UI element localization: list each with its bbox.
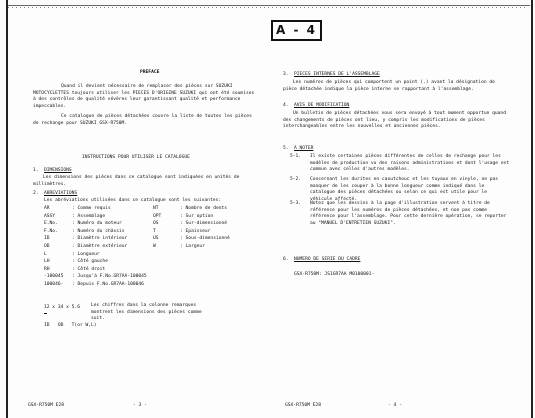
abbreviation-key: US bbox=[153, 236, 159, 242]
abbreviation-key: NT bbox=[153, 206, 159, 211]
abbreviation-key: OD bbox=[44, 244, 50, 249]
abbreviation-key: OPT bbox=[153, 213, 162, 219]
abbreviation-value: : Depuis F.No.GR7AA-100046 bbox=[72, 282, 144, 287]
frame-serial-number: GSX-R750M: JS1GR7AA M0100001- bbox=[294, 272, 375, 277]
abbreviation-key: 100046- bbox=[44, 282, 64, 287]
abbreviation-key: E.No. bbox=[44, 221, 58, 227]
right-footer-page: - 4 - bbox=[388, 403, 402, 408]
top-edge-line bbox=[6, 5, 530, 6]
left-edge-line bbox=[6, 0, 8, 418]
section-3-text: Les numéros de pièces qui comportent un point (.) avant la désignation de pièce détachée indique la pièce interne se rapportant à l'assemblage. bbox=[283, 80, 495, 92]
section-1-title: DIMENSIONS bbox=[44, 168, 72, 173]
abbreviation-key: RH bbox=[44, 266, 50, 272]
section-6-title: NUMERO DE SERIE DU CADRE bbox=[294, 257, 361, 262]
abbreviation-key: OS bbox=[153, 221, 159, 227]
abbreviation-value: : Diamètre extérieur bbox=[72, 244, 128, 249]
section-2-intro: Les abréviations utilisées dans ce catalogue sont les suivantes: bbox=[44, 198, 222, 203]
abbreviation-key: L bbox=[44, 251, 47, 257]
abbreviation-key: AR bbox=[44, 206, 50, 211]
section-4-text: Un bulletin de pièces détachées vous sera envoyé à tout moment opportun quand des changements de pièces ont lieu, y compris les modifications de pièces interchangeables entre les nouvelles et anciennes pièces. bbox=[283, 111, 506, 130]
section-5-title: A NOTER bbox=[294, 146, 314, 151]
perforation-line bbox=[8, 7, 528, 8]
abbreviation-value: : Sur option bbox=[180, 213, 214, 219]
section-3-title: PIECES INTERNES DE L'ASSEMBLAGE bbox=[294, 72, 380, 77]
dimension-note: Les chiffres dans la colonne remarques montrent les dimensions des pièces comme suit. bbox=[91, 303, 202, 322]
dimension-example: 12 x 34 x 5.6 bbox=[44, 305, 80, 310]
note-text: Concernant les durites en caoutchouc et les tuyaux en vinyle, ne pas manquer de les couper à la bonne longueur comme indiqué dans le catalogue des pièces détachées ou selon ce qui est utile pour le véhicule affecté. bbox=[310, 177, 499, 202]
right-edge-line bbox=[531, 0, 533, 418]
abbreviation-value: : Nombre de dents bbox=[180, 206, 228, 211]
note-text: Il existe certaines pièces différentes de celles de rechange pour les modèles de production vu des raisons administratives et dont l'usage est commun avec celles d'autres modèles. bbox=[310, 154, 510, 173]
abbreviation-value: : Comme requis bbox=[72, 206, 111, 211]
preface-paragraph-2: Ce catalogue de pièces détachées couvre la liste de toutes les pièces de rechange pour SUZUKI GSX-R750M. bbox=[33, 114, 252, 126]
dim-bracket bbox=[44, 313, 47, 314]
abbreviation-value: : Longueur bbox=[72, 251, 100, 257]
preface-title: PREFACE bbox=[140, 70, 160, 75]
abbreviation-value: : Assemblage bbox=[72, 213, 106, 219]
abbreviation-key: F.No. bbox=[44, 228, 58, 234]
abbreviation-key: ID bbox=[44, 236, 50, 242]
note-number: 5-2. bbox=[290, 177, 302, 182]
page-tag: A - 4 bbox=[271, 20, 322, 41]
abbreviation-value: : Sur-dimensionné bbox=[180, 221, 228, 227]
abbreviation-value: : Sous-dimensionné bbox=[180, 236, 230, 242]
section-5-number: 5. bbox=[283, 146, 289, 151]
abbreviation-key: W bbox=[153, 244, 156, 249]
abbreviation-value: : Côté gauche bbox=[72, 259, 108, 265]
abbreviation-value: : Jusqu'à F.No.GR7AA-100045 bbox=[72, 274, 147, 280]
section-1-text: Les dimensions des pièces dans ce catalogue sont indiquées en unités de millimètres. bbox=[33, 175, 240, 187]
abbreviation-value: : Numéro du châssis bbox=[72, 228, 125, 234]
abbreviation-value: : Epaisseur bbox=[180, 228, 211, 234]
abbreviation-key: LH bbox=[44, 259, 50, 265]
abbreviation-key: T bbox=[153, 228, 156, 234]
note-number: 5-3. bbox=[290, 201, 302, 206]
left-footer-model: GSX-R750M E28 bbox=[28, 403, 64, 408]
preface-paragraph-1: Quand il devient nécessaire de remplacer des pièces sur SUZUKI MOTOCYCLETTES toujours utiliser les PIECES D'ORIGINE SUZUKI qui ont été soumises à des contrôles de qualité sévères leur garantissant qualité et performance impeccables. bbox=[33, 84, 255, 109]
section-4-number: 4. bbox=[283, 103, 289, 108]
section-6-number: 6. bbox=[283, 257, 289, 262]
section-2-number: 2. bbox=[33, 191, 39, 196]
note-text: Notez que les dessins à la page d'illustration servent à titre de référence pour les numéros de pièces détachées, et non pas comme référence pour l'assemblage. Pour cette dernière opération, se reporter au "MANUEL D'ENTRETIEN SUZUKI". bbox=[310, 201, 507, 226]
abbreviation-key: -100045 bbox=[44, 274, 64, 280]
section-1-number: 1. bbox=[33, 168, 39, 173]
abbreviation-value: : Diamètre intérieur bbox=[72, 236, 128, 242]
abbreviation-value: : Côté droit bbox=[72, 266, 106, 272]
instructions-title: INSTRUCTIONS POUR UTILISER LE CATALOGUE bbox=[82, 155, 190, 160]
section-3-number: 3. bbox=[283, 72, 289, 77]
abbreviation-key: ASSY bbox=[44, 213, 56, 219]
note-number: 5-1. bbox=[290, 154, 302, 159]
right-footer-model: GSX-R750M E28 bbox=[285, 403, 321, 408]
left-footer-page: - 3 - bbox=[133, 403, 147, 408]
abbreviation-value: : Numéro du moteur bbox=[72, 221, 122, 227]
abbreviation-value: : Largeur bbox=[180, 244, 205, 249]
dimension-labels: ID OD T(or W,L) bbox=[44, 323, 97, 328]
section-4-title: AVIS DE MODIFICATION bbox=[294, 103, 350, 108]
section-2-title: ABREVIATIONS bbox=[44, 191, 78, 196]
